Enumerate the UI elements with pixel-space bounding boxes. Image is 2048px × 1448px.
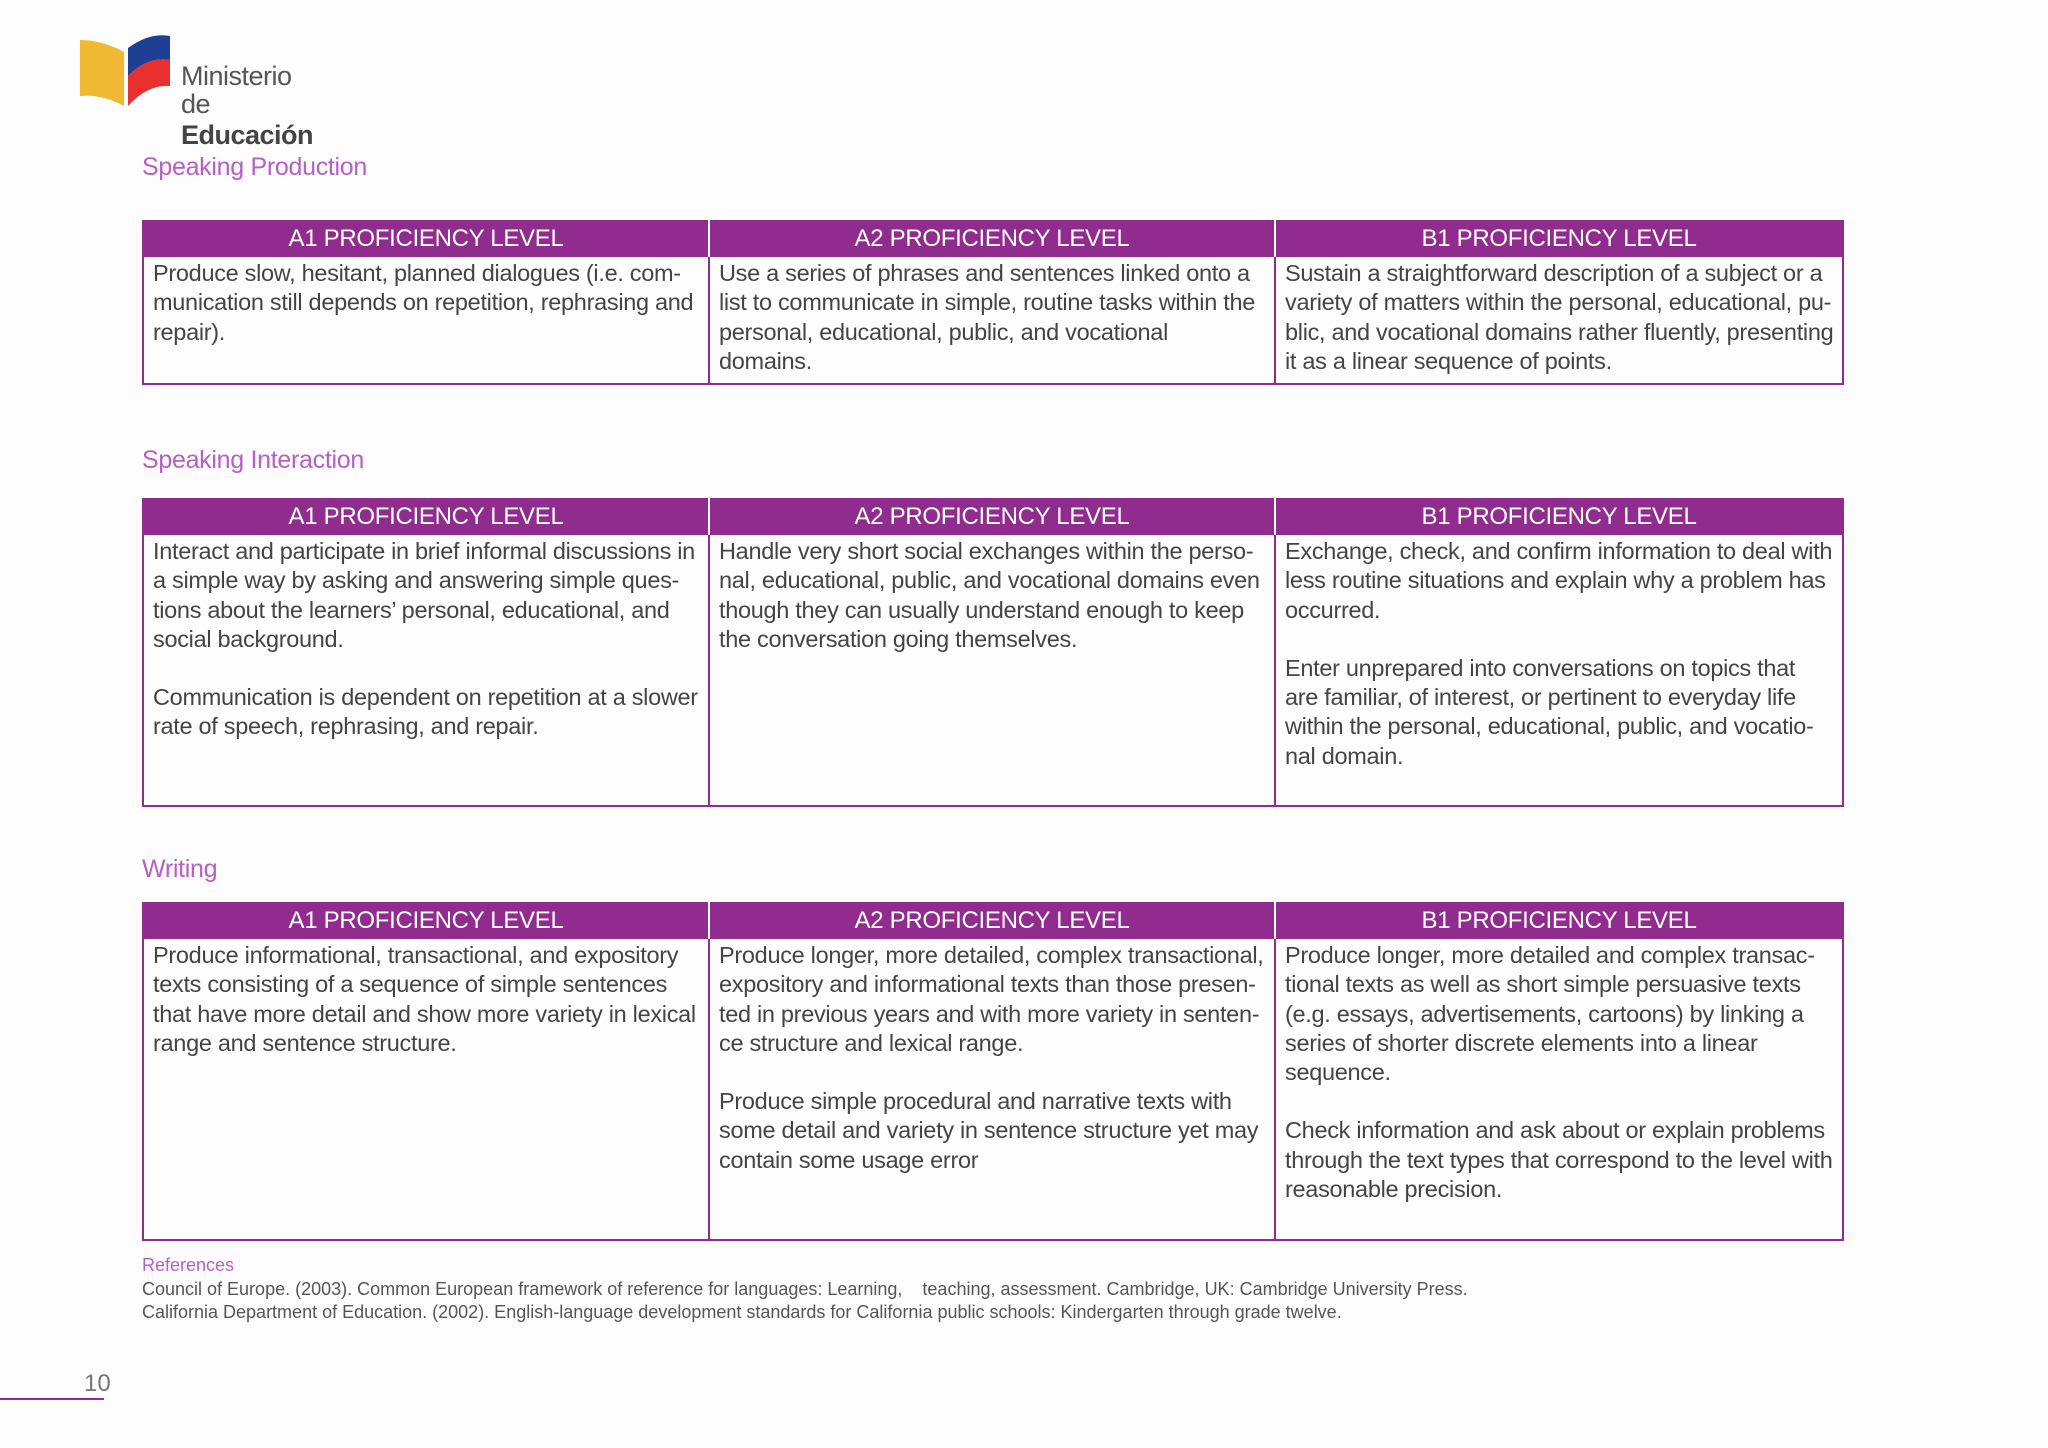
column-header-b1: B1 PROFICIENCY LEVEL xyxy=(1275,498,1843,535)
table-cell-b1: Exchange, check, and confirm information to deal with less routine situations and explain why a problem has occurred. Enter unprepared into conversations on topics that are familiar, of interest, or pertinent to everyday life within the personal, educational, public, and vocatio-nal domain. xyxy=(1275,535,1843,806)
table-cell-a2: Handle very short social exchanges within the perso-nal, educational, public, and vocational domains even though they can usually understand enough to keep the conversation going themselves. xyxy=(709,535,1275,806)
speaking-interaction-table xyxy=(142,498,1844,807)
column-header-a2: A2 PROFICIENCY LEVEL xyxy=(709,902,1275,939)
table-cell-a2: Produce longer, more detailed, complex transactional, expository and informational texts than those presen-ted in previous years and with more variety in senten-ce structure and lexical range. Produce simple procedural and narrative texts with some detail and variety in sentence structure yet may contain some usage error xyxy=(709,939,1275,1240)
column-header-a2: A2 PROFICIENCY LEVEL xyxy=(709,220,1275,257)
reference-item: California Department of Education. (2002). English-language development standards for California public schools: Kindergarten through grade twelve. xyxy=(142,1302,1342,1322)
table-cell-a1: Produce informational, transactional, and expository texts consisting of a sequence of simple sentences that have more detail and show more variety in lexical range and sentence structure. xyxy=(143,939,709,1240)
references xyxy=(142,1254,1468,1325)
column-header-a1: A1 PROFICIENCY LEVEL xyxy=(143,498,709,535)
page-number: 10 xyxy=(84,1370,111,1397)
column-header-a2: A2 PROFICIENCY LEVEL xyxy=(709,498,1275,535)
logo-line-1: Ministerio xyxy=(181,61,292,91)
table-cell-b1: Sustain a straightforward description of a subject or a variety of matters within the personal, educational, pu-blic, and vocational domains rather fluently, presenting it as a linear sequence of points. xyxy=(1275,257,1843,384)
column-header-a1: A1 PROFICIENCY LEVEL xyxy=(143,220,709,257)
section-title-speaking-production: Speaking Production xyxy=(142,153,368,181)
page-number-underline xyxy=(0,1398,104,1400)
section-title-writing: Writing xyxy=(142,855,218,883)
column-header-a1: A1 PROFICIENCY LEVEL xyxy=(143,902,709,939)
open-book-icon xyxy=(78,34,178,110)
ministerio-logo xyxy=(78,34,338,150)
references-title: References xyxy=(142,1255,235,1275)
table-cell-a1: Interact and participate in brief informal discussions in a simple way by asking and answering simple ques-tions about the learners’ personal, educational, and social background. Communication is dependent on repetition at a slower rate of speech, rephrasing, and repair. xyxy=(143,535,709,806)
column-header-b1: B1 PROFICIENCY LEVEL xyxy=(1275,220,1843,257)
writing-table xyxy=(142,902,1844,1241)
table-cell-a2: Use a series of phrases and sentences linked onto a list to communicate in simple, routine tasks within the personal, educational, public, and vocational domains. xyxy=(709,257,1275,384)
column-header-b1: B1 PROFICIENCY LEVEL xyxy=(1275,902,1843,939)
reference-item: Council of Europe. (2003). Common European framework of reference for languages: Learning, teaching, assessment. Cambridge, UK: Cambridge University Press. xyxy=(142,1278,1468,1299)
logo-line-2: de Educación xyxy=(181,89,314,150)
table-cell-a1: Produce slow, hesitant, planned dialogues (i.e. com-munication still depends on repetition, rephrasing and repair). xyxy=(143,257,709,384)
table-cell-b1: Produce longer, more detailed and complex transac-tional texts as well as short simple persuasive texts (e.g. essays, advertisements, cartoons) by linking a series of shorter discrete elements into a linear sequence. Check information and ask about or explain problems through the text types that correspond to the level with reasonable precision. xyxy=(1275,939,1843,1240)
speaking-production-table xyxy=(142,220,1844,385)
section-title-speaking-interaction: Speaking Interaction xyxy=(142,446,364,474)
